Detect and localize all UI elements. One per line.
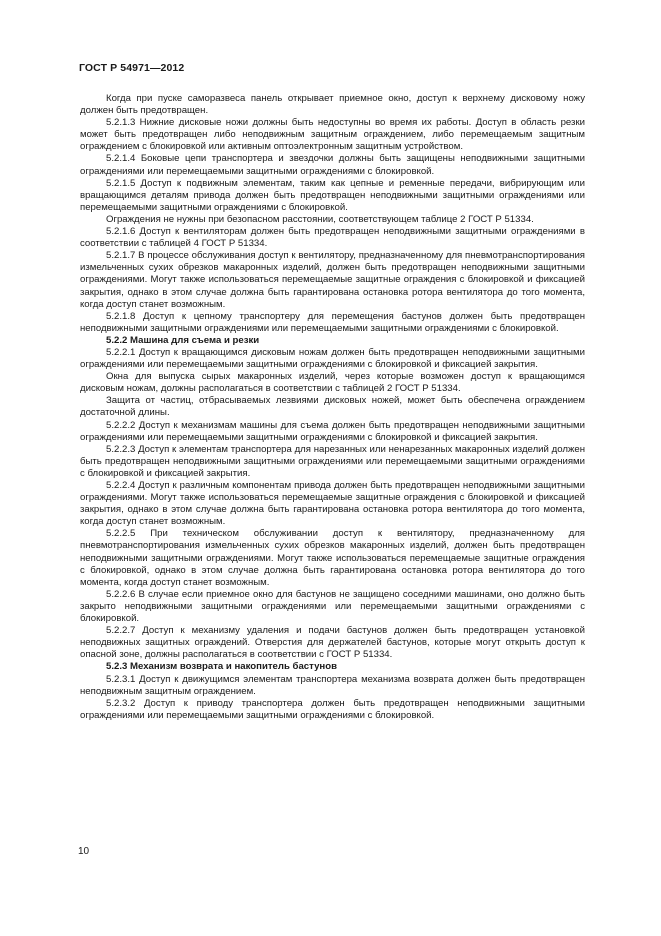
- paragraph: 5.2.2.2 Доступ к механизмам машины для съема должен быть предотвращен неподвижными защитными ограждениями или перемещаемыми защитными ограждениями с блокировкой и фиксацией закрытия.: [80, 419, 585, 443]
- paragraph: 5.2.1.3 Нижние дисковые ножи должны быть недоступны во время их работы. Доступ в область резки может быть предотвращен либо неподвижным защитным ограждением, либо перемещаемым защитным ограждением с блокировкой или активным оптоэлектронным защитным устройством.: [80, 117, 585, 153]
- paragraph: 5.2.2.5 При техническом обслуживании доступ к вентилятору, предназначенному для пневмотранспортирования измельченных сухих обрезков макаронных изделий, должен быть предотвращен неподвижными защитными ограждениями. Могут также использоваться перемещаемые защитные ограждения с блокировкой, однако в этом случае должна быть гарантирована остановка ротора вентилятора до того момента, когда доступ станет возможным.: [80, 528, 585, 588]
- paragraph: Окна для выпуска сырых макаронных изделий, через которые возможен доступ к вращающимся дисковым ножам, должны располагаться в соответствии с таблицей 2 ГОСТ Р 51334.: [80, 371, 585, 395]
- section-heading: 5.2.2 Машина для съема и резки: [106, 334, 260, 346]
- section-heading: 5.2.3 Механизм возврата и накопитель бастунов: [106, 661, 337, 673]
- paragraph: Ограждения не нужны при безопасном расстоянии, соответствующем таблице 2 ГОСТ Р 51334.: [106, 213, 534, 225]
- paragraph: 5.2.1.4 Боковые цепи транспортера и звездочки должны быть защищены неподвижными защитными ограждениями или перемещаемыми защитными ограждениями с блокировкой.: [80, 153, 585, 177]
- paragraph: 5.2.2.4 Доступ к различным компонентам привода должен быть предотвращен неподвижными защитными ограждениями. Могут также использоваться перемещаемые защитные ограждения с блокировкой и фиксацией закрытия, однако в этом случае должна быть гарантирована остановка ротора вентилятора до того момента, когда доступ станет возможным.: [80, 480, 585, 528]
- paragraph: 5.2.1.7 В процессе обслуживания доступ к вентилятору, предназначенному для пневмотранспортирования измельченных сухих обрезков макаронных изделий, должен быть предотвращен неподвижными защитными ограждениями. Могут также использоваться перемещаемые защитные ограждения с блокировкой и фиксацией закрытия, однако в этом случае должна быть гарантирована остановка ротора вентилятора до того момента, когда доступ станет возможным.: [80, 250, 585, 310]
- paragraph: 5.2.1.5 Доступ к подвижным элементам, таким как цепные и ременные передачи, вибрирующим или вращающимся деталям привода должен быть предотвращен неподвижными защитными ограждениями или перемещаемыми защитными ограждениями с блокировкой.: [80, 177, 585, 213]
- paragraph: 5.2.3.1 Доступ к движущимся элементам транспортера механизма возврата должен быть предотвращен неподвижным защитным ограждением.: [80, 673, 585, 697]
- paragraph: 5.2.3.2 Доступ к приводу транспортера должен быть предотвращен неподвижными защитными ограждениями или перемещаемыми защитными ограждениями с блокировкой.: [80, 697, 585, 721]
- paragraph: Когда при пуске саморазвеса панель открывает приемное окно, доступ к верхнему дисковому ножу должен быть предотвращен.: [80, 93, 585, 117]
- paragraph: 5.2.1.6 Доступ к вентиляторам должен быть предотвращен неподвижными защитными ограждениями в соответствии с таблицей 4 ГОСТ Р 51334.: [80, 226, 585, 250]
- paragraph: 5.2.2.6 В случае если приемное окно для бастунов не защищено соседними машинами, оно должно быть закрыто неподвижными защитными ограждениями или перемещаемыми защитными ограждениями с блокировкой.: [80, 588, 585, 625]
- document-header: ГОСТ Р 54971—2012: [79, 62, 185, 74]
- paragraph: 5.2.2.7 Доступ к механизму удаления и подачи бастунов должен быть предотвращен установкой неподвижных защитных ограждений. Отверстия для держателей бастунов, которые могут открыть доступ к опасной зоне, должны располагаться в соответствии с ГОСТ Р 51334.: [80, 625, 585, 661]
- paragraph: Защита от частиц, отбрасываемых лезвиями дисковых ножей, может быть обеспечена ограждением достаточной длины.: [80, 395, 585, 419]
- paragraph: 5.2.2.1 Доступ к вращающимся дисковым ножам должен быть предотвращен неподвижными защитными ограждениями или перемещаемыми защитными ограждениями с блокировкой и фиксацией закрытия.: [80, 346, 585, 371]
- page-number: 10: [78, 846, 90, 857]
- paragraph: 5.2.2.3 Доступ к элементам транспортера для нарезанных или ненарезанных макаронных изделий должен быть предотвращен неподвижными защитными ограждениями или перемещаемыми защитными ограждениями с блокировкой и фиксацией закрытия.: [80, 443, 585, 479]
- document-body: [80, 93, 585, 722]
- paragraph: 5.2.1.8 Доступ к цепному транспортеру для перемещения бастунов должен быть предотвращен неподвижными защитными ограждениями или перемещаемыми защитными ограждениями с блокировкой.: [80, 310, 585, 334]
